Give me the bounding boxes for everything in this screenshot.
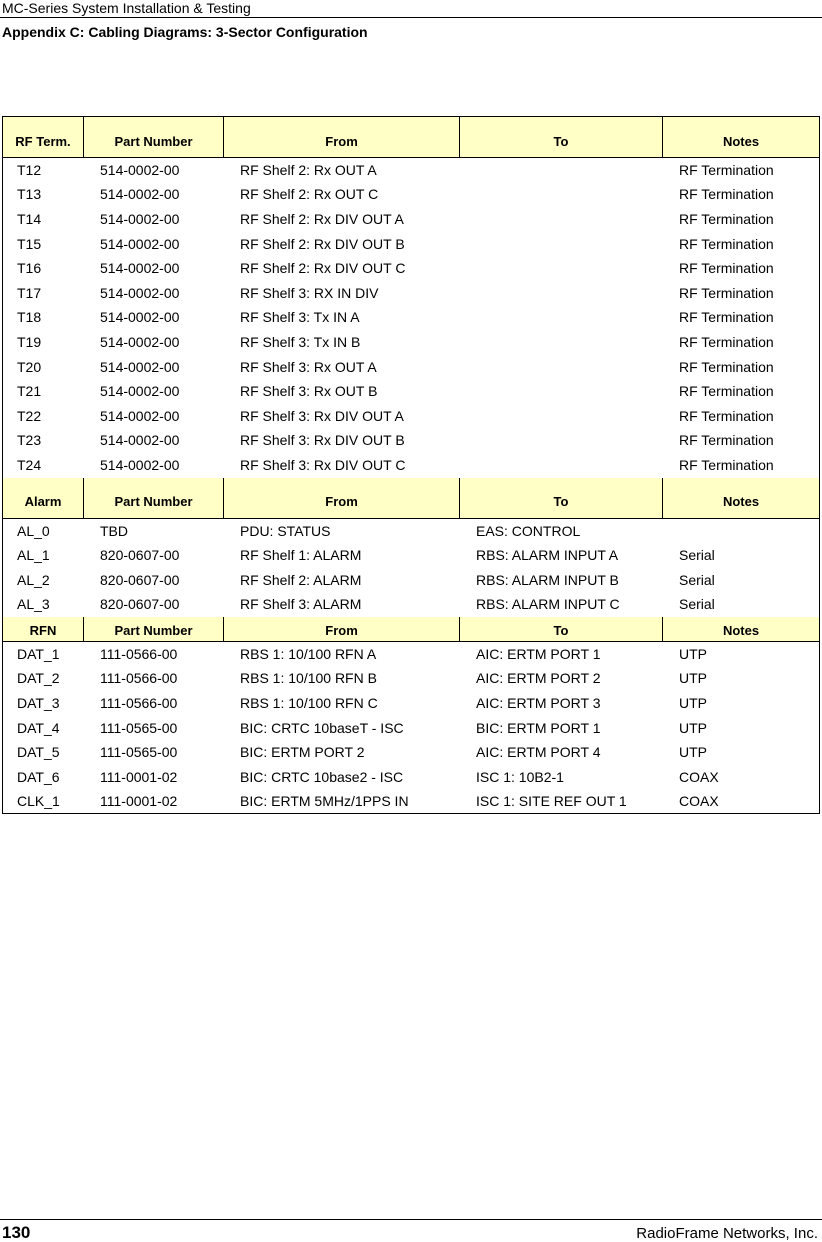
column-header: To <box>460 617 663 642</box>
table-cell: RF Termination <box>663 305 820 330</box>
table-cell: RF Termination <box>663 379 820 404</box>
table-cell: 514-0002-00 <box>100 260 180 277</box>
table-cell: RBS: ALARM INPUT C <box>476 596 620 613</box>
table-cell: UTP <box>663 691 820 716</box>
table-cell: RF Shelf 2: Rx DIV OUT B <box>240 235 405 252</box>
table-cell: 514-0002-00 <box>100 210 180 227</box>
table-cell: 514-0002-00 <box>100 456 180 473</box>
section-header-row <box>3 617 820 642</box>
table-cell <box>460 354 663 379</box>
table-cell: 514-0002-00 <box>100 432 180 449</box>
table-cell: T18 <box>3 305 84 330</box>
table-cell: Serial <box>663 567 820 592</box>
table-cell: 111-0001-02 <box>84 789 224 814</box>
table-cell: RF Shelf 2: Rx OUT C <box>240 186 379 203</box>
table-cell: 111-0001-02 <box>100 768 178 785</box>
table-cell: T24 <box>3 453 84 478</box>
table-cell: RF Termination <box>663 354 820 379</box>
table-cell: RF Shelf 3: Rx OUT B <box>240 383 378 400</box>
table-cell <box>460 280 663 305</box>
table-cell: 514-0002-00 <box>100 309 180 326</box>
table-cell: RF Termination <box>663 403 820 428</box>
table-cell: RF Shelf 3: ALARM <box>240 596 362 613</box>
table-row <box>3 715 820 740</box>
table-row <box>3 354 820 379</box>
table-cell: RBS 1: 10/100 RFN C <box>240 695 378 712</box>
table-cell <box>460 207 663 232</box>
table-cell <box>460 403 663 428</box>
table-cell: T12 <box>3 158 84 183</box>
table-cell <box>460 330 663 355</box>
table-cell <box>460 379 663 404</box>
table-cell: RF Termination <box>663 330 820 355</box>
table-cell: RBS 1: 10/100 RFN B <box>240 670 377 687</box>
table-cell: 514-0002-00 <box>100 333 180 350</box>
table-cell: T17 <box>3 280 84 305</box>
column-header: To <box>460 117 663 158</box>
column-header: From <box>224 477 460 518</box>
table-cell <box>460 256 663 281</box>
table-row <box>3 305 820 330</box>
table-cell: UTP <box>663 715 820 740</box>
table-cell: 514-0002-00 <box>100 284 180 301</box>
table-cell: RF Shelf 2: Rx DIV OUT A <box>240 210 404 227</box>
table-cell <box>460 231 663 256</box>
table-cell: RF Termination <box>663 182 820 207</box>
table-cell: ISC 1: SITE REF OUT 1 <box>460 789 663 814</box>
table-cell <box>460 453 663 478</box>
table-cell: 514-0002-00 <box>100 358 180 375</box>
table-row <box>3 543 820 568</box>
table-cell: DAT_6 <box>3 765 84 790</box>
column-header: Part Number <box>84 117 224 158</box>
table-cell: 514-0002-00 <box>100 383 180 400</box>
table-cell: RF Shelf 3: Tx IN A <box>240 309 360 326</box>
table-row <box>3 379 820 404</box>
table-row <box>3 256 820 281</box>
table-row <box>3 231 820 256</box>
table-cell: RBS: ALARM INPUT B <box>476 571 619 588</box>
table-cell: T22 <box>3 403 84 428</box>
table-row <box>3 330 820 355</box>
table-row <box>3 453 820 478</box>
column-header: Notes <box>663 477 820 518</box>
table-row <box>3 428 820 453</box>
table-cell: RF Termination <box>663 231 820 256</box>
table-cell: AL_2 <box>3 567 84 592</box>
table-cell: RBS: ALARM INPUT A <box>476 547 619 564</box>
column-header: RFN <box>3 617 84 642</box>
table-cell: ISC 1: 10B2-1 <box>476 768 564 785</box>
table-cell: T19 <box>3 330 84 355</box>
column-header: Notes <box>663 617 820 642</box>
table-cell: RF Shelf 2: ALARM <box>240 571 362 588</box>
table-cell <box>460 158 663 183</box>
table-cell <box>460 428 663 453</box>
table-cell: RF Shelf 3: Tx IN B <box>240 333 361 350</box>
table-cell: 514-0002-00 <box>100 161 180 178</box>
table-cell: RF Shelf 3: Rx DIV OUT C <box>240 456 406 473</box>
table-cell: RF Termination <box>663 207 820 232</box>
table-cell: T16 <box>3 256 84 281</box>
table-cell: COAX <box>663 789 820 814</box>
table-cell: 111-0565-00 <box>100 719 178 736</box>
table-cell: PDU: STATUS <box>240 522 331 539</box>
table-cell: RF Termination <box>663 256 820 281</box>
table-row <box>3 518 820 543</box>
table-row <box>3 765 820 790</box>
table-cell: T15 <box>3 231 84 256</box>
section-header-row <box>3 117 820 158</box>
table-cell: BIC: ERTM PORT 2 <box>240 744 365 761</box>
column-header: RF Term. <box>3 117 84 158</box>
table-cell <box>663 518 820 543</box>
table-cell: 820-0607-00 <box>100 571 180 588</box>
table-cell: RF Shelf 3: Rx OUT A <box>240 358 377 375</box>
table-cell: RF Termination <box>663 453 820 478</box>
table-cell: DAT_5 <box>3 740 84 765</box>
table-cell: RBS 1: 10/100 RFN A <box>240 645 377 662</box>
table-cell: 111-0566-00 <box>100 645 178 662</box>
table-cell: RF Shelf 2: Rx OUT A <box>240 161 377 178</box>
table-cell: 111-0566-00 <box>100 695 178 712</box>
table-row <box>3 740 820 765</box>
table-cell: AL_1 <box>3 543 84 568</box>
column-header: From <box>224 617 460 642</box>
table-row <box>3 182 820 207</box>
table-row <box>3 666 820 691</box>
table-cell: RF Termination <box>663 428 820 453</box>
table-cell: BIC: ERTM PORT 1 <box>476 719 601 736</box>
header-rule <box>0 17 822 18</box>
table-cell: AIC: ERTM PORT 4 <box>476 744 601 761</box>
table-cell: 514-0002-00 <box>100 235 180 252</box>
column-header: Part Number <box>84 617 224 642</box>
table-cell: Serial <box>663 592 820 617</box>
table-cell: RF Shelf 3: Rx DIV OUT A <box>240 407 404 424</box>
table-cell: DAT_1 <box>3 642 84 667</box>
table-cell: RF Shelf 2: Rx DIV OUT C <box>240 260 406 277</box>
table-cell: AL_0 <box>3 518 84 543</box>
table-cell <box>460 182 663 207</box>
table-cell: BIC: CRTC 10baseT - ISC <box>240 719 404 736</box>
table-row <box>3 691 820 716</box>
table-cell: EAS: CONTROL <box>476 522 581 539</box>
table-cell: AIC: ERTM PORT 3 <box>476 695 601 712</box>
table-cell: T14 <box>3 207 84 232</box>
table-cell: UTP <box>663 642 820 667</box>
table-row <box>3 567 820 592</box>
table-cell: BIC: ERTM 5MHz/1PPS IN <box>224 789 460 814</box>
table-cell: T23 <box>3 428 84 453</box>
table-row <box>3 642 820 667</box>
table-cell: T21 <box>3 379 84 404</box>
table-cell: UTP <box>663 740 820 765</box>
table-cell: 514-0002-00 <box>100 407 180 424</box>
table-cell: AL_3 <box>3 592 84 617</box>
running-header: MC-Series System Installation & Testing <box>2 0 251 16</box>
table-cell: RF Shelf 3: Rx DIV OUT B <box>240 432 405 449</box>
column-header: Notes <box>663 117 820 158</box>
table-row <box>3 403 820 428</box>
table-cell: COAX <box>663 765 820 790</box>
table-cell: BIC: CRTC 10base2 - ISC <box>240 768 404 785</box>
table-cell: DAT_3 <box>3 691 84 716</box>
table-cell: T20 <box>3 354 84 379</box>
table-cell: 820-0607-00 <box>100 596 180 613</box>
table-cell: 111-0566-00 <box>100 670 178 687</box>
table-cell: DAT_2 <box>3 666 84 691</box>
table-cell <box>460 305 663 330</box>
table-row <box>3 280 820 305</box>
column-header: From <box>224 117 460 158</box>
table-cell: RF Shelf 3: RX IN DIV <box>240 284 379 301</box>
table-cell: RF Termination <box>663 280 820 305</box>
table-row <box>3 789 820 814</box>
table-cell: UTP <box>663 666 820 691</box>
table-cell: RF Termination <box>663 158 820 183</box>
footer-rule <box>0 1219 822 1220</box>
column-header: To <box>460 477 663 518</box>
table-cell: AIC: ERTM PORT 1 <box>476 645 601 662</box>
column-header: Alarm <box>3 477 84 518</box>
table-cell: RF Shelf 1: ALARM <box>240 547 362 564</box>
company-name: RadioFrame Networks, Inc. <box>636 1225 818 1242</box>
section-title: Appendix C: Cabling Diagrams: 3-Sector Configuration <box>2 24 368 40</box>
table-row <box>3 158 820 183</box>
table-cell: DAT_4 <box>3 715 84 740</box>
section-header-row <box>3 477 820 518</box>
page-number: 130 <box>2 1223 31 1242</box>
table-cell: 514-0002-00 <box>100 186 180 203</box>
table-row <box>3 207 820 232</box>
cabling-table <box>2 116 820 814</box>
table-cell: T13 <box>3 182 84 207</box>
table-cell: 820-0607-00 <box>100 547 180 564</box>
table-cell: 111-0565-00 <box>100 744 178 761</box>
table-cell: Serial <box>663 543 820 568</box>
table-cell: TBD <box>100 522 128 539</box>
table-row <box>3 592 820 617</box>
table-cell: AIC: ERTM PORT 2 <box>476 670 601 687</box>
table-cell: CLK_1 <box>3 789 84 814</box>
column-header: Part Number <box>84 477 224 518</box>
